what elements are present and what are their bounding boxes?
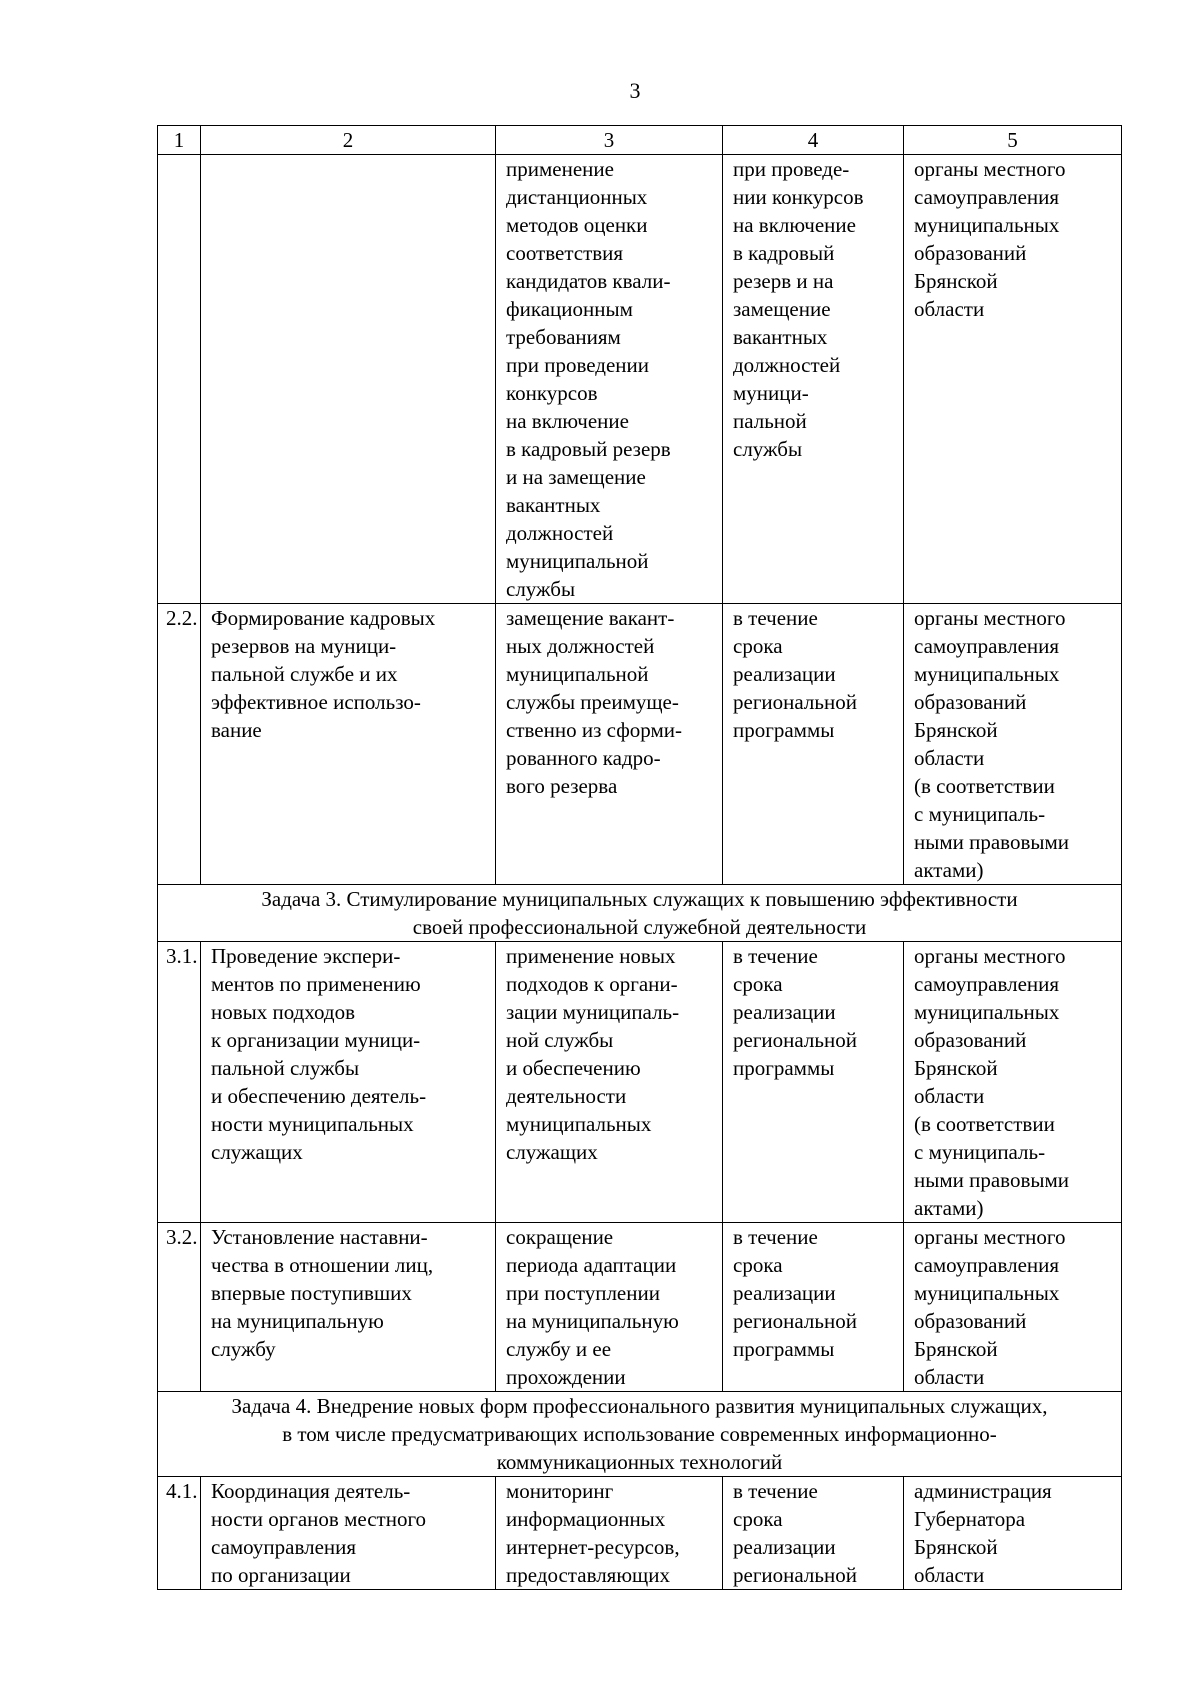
executor-cell: органы местного самоуправления муниципальных образований Брянской области (в соответствии с муниципаль- ными правовыми актами) (904, 604, 1122, 885)
table-row (158, 604, 1122, 885)
measures-table (157, 125, 1122, 1590)
measure-cell (201, 155, 496, 604)
page-number: 3 (629, 78, 641, 103)
row-number: 4.1. (158, 1477, 201, 1590)
table-row (158, 942, 1122, 1223)
table-row (158, 1223, 1122, 1392)
row-number: 2.2. (158, 604, 201, 885)
measure-cell: Установление наставни- чества в отношении лиц, впервые поступивших на муниципальную службу (201, 1223, 496, 1392)
result-cell: применение новых подходов к органи- зации муниципаль- ной службы и обеспечению деятельности муниципальных служащих (496, 942, 723, 1223)
measure-cell: Координация деятель- ности органов местного самоуправления по организации (201, 1477, 496, 1590)
term-cell: в течение срока реализации региональной программы (723, 604, 904, 885)
table-row (158, 155, 1122, 604)
row-number: 3.2. (158, 1223, 201, 1392)
term-cell: в течение срока реализации региональной программы (723, 1223, 904, 1392)
executor-cell: органы местного самоуправления муниципальных образований Брянской области (904, 1223, 1122, 1392)
term-cell: при проведе- нии конкурсов на включение в кадровый резерв и на замещение вакантных должностей муници- пальной службы (723, 155, 904, 604)
task-3-heading: Задача 3. Стимулирование муниципальных служащих к повышению эффективности своей профессиональной служебной деятельности (158, 885, 1122, 942)
term-cell: в течение срока реализации региональной программы (723, 942, 904, 1223)
executor-cell: органы местного самоуправления муниципальных образований Брянской области (904, 155, 1122, 604)
header-cell: 4 (723, 126, 904, 155)
header-cell: 2 (201, 126, 496, 155)
executor-cell: администрация Губернатора Брянской области (904, 1477, 1122, 1590)
task-heading-row (158, 1392, 1122, 1477)
table-row (158, 1477, 1122, 1590)
task-4-heading: Задача 4. Внедрение новых форм профессионального развития муниципальных служащих, в том числе предусматривающих использование современных информационно- коммуникационных технологий (158, 1392, 1122, 1477)
result-cell: замещение вакант- ных должностей муниципальной службы преимуще- ственно из сформи- рованного кадро- вого резерва (496, 604, 723, 885)
task-heading-row (158, 885, 1122, 942)
measure-cell: Проведение экспери- ментов по применению новых подходов к организации муници- пальной службы и обеспечению деятель- ности муниципальных служащих (201, 942, 496, 1223)
table-header-row (158, 126, 1122, 155)
header-cell: 1 (158, 126, 201, 155)
executor-cell: органы местного самоуправления муниципальных образований Брянской области (в соответствии с муниципаль- ными правовыми актами) (904, 942, 1122, 1223)
measure-cell: Формирование кадровых резервов на муници- пальной службе и их эффективное использо- вание (201, 604, 496, 885)
result-cell: применение дистанционных методов оценки соответствия кандидатов квали- фикационным требованиям при проведении конкурсов на включение в кадровый резерв и на замещение вакантных должностей муниципальной службы (496, 155, 723, 604)
header-cell: 3 (496, 126, 723, 155)
row-number: 3.1. (158, 942, 201, 1223)
header-cell: 5 (904, 126, 1122, 155)
result-cell: мониторинг информационных интернет-ресурсов, предоставляющих (496, 1477, 723, 1590)
row-number (158, 155, 201, 604)
result-cell: сокращение периода адаптации при поступлении на муниципальную службу и ее прохождении (496, 1223, 723, 1392)
term-cell: в течение срока реализации региональной (723, 1477, 904, 1590)
